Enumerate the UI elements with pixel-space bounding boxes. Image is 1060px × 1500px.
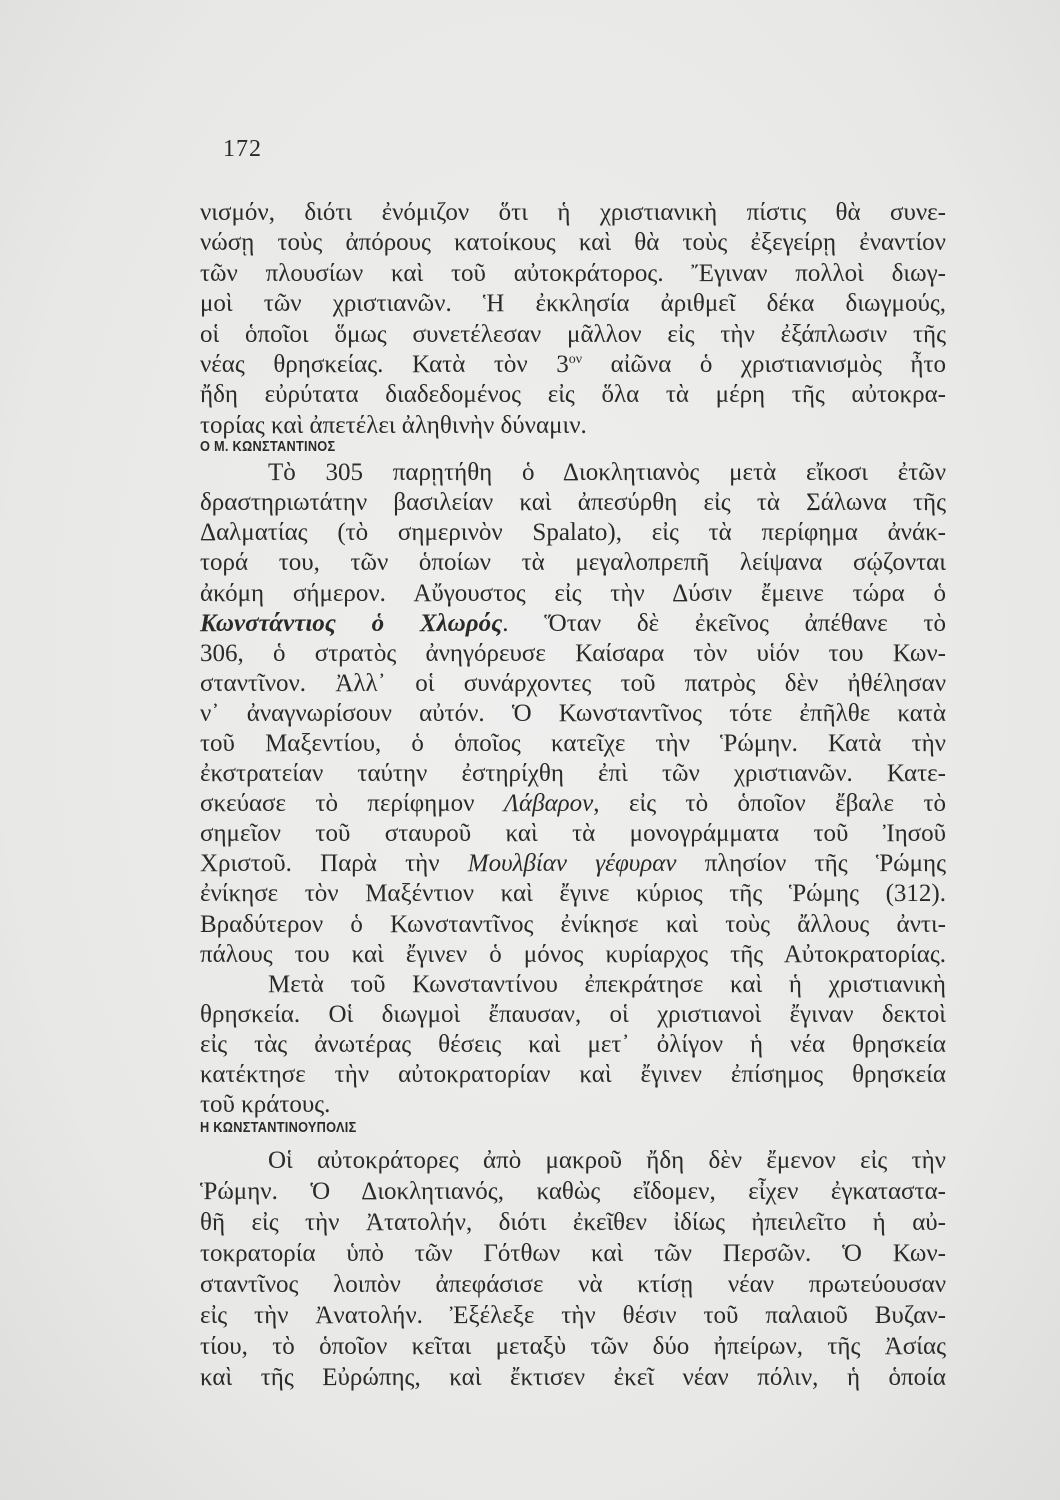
text-segment: καὶ τῆς Εὐρώπης, καὶ ἔκτισεν ἐκεῖ νέαν πόλιν, ἡ ὁποία [200, 1364, 946, 1392]
text-segment: τῶν πλουσίων καὶ τοῦ αὐτοκράτορος. Ἔγιναν πολλοὶ διωγ- [200, 259, 946, 287]
text-segment: εἰς τὴν Ἀνατολήν. Ἐξέλεξε τὴν θέσιν τοῦ παλαιοῦ Βυζαν- [200, 1302, 946, 1330]
text-line [200, 1060, 946, 1090]
text-line [200, 1238, 946, 1269]
text-segment: θρησκεία. Οἱ διωγμοὶ ἔπαυσαν, οἱ χριστιανοὶ ἔγιναν δεκτοὶ [200, 1000, 946, 1028]
text-segment: Δαλματίας (τὸ σημερινὸν Spalato), εἰς τὰ περίφημα ἀνάκ- [200, 519, 946, 547]
text-line [200, 259, 946, 289]
text-segment: σημεῖον τοῦ σταυροῦ καὶ τὰ μονογράμματα τοῦ Ἰησοῦ [200, 820, 946, 848]
text-segment: 306, ὁ στρατὸς ἀνηγόρευσε Καίσαρα τὸν υἱόν του Κων- [200, 639, 946, 667]
text-segment: κατέκτησε τὴν αὐτοκρατορίαν καὶ ἔγινεν ἐπίσημος θρησκεία [200, 1061, 946, 1088]
bold-italic-text: Κωνστάντιος ὁ Χλωρός [200, 609, 503, 637]
text-segment: δραστηριωτάτην βασιλείαν καὶ ἀπεσύρθη εἰς τὰ Σάλωνα τῆς [200, 489, 946, 517]
text-line [200, 849, 946, 879]
text-segment: τορά του, τῶν ὁποίων τὰ μεγαλοπρεπῆ λείψανα σῴζονται [200, 549, 946, 577]
text-line [200, 488, 946, 518]
text-segment: νισμόν, διότι ἐνόμιζον ὅτι ἡ χριστιανικὴ πίστις θὰ συνε- [200, 199, 946, 226]
text-line [200, 518, 946, 548]
text-segment: θῆ εἰς τὴν Ἀτατολήν, διότι ἐκεῖθεν ἰδίως ἠπειλεῖτο ἡ αὐ- [200, 1209, 946, 1237]
text-line [200, 1300, 946, 1331]
text-segment: τοῦ Μαξεντίου, ὁ ὁποῖος κατεῖχε τὴν Ῥώμην. Κατὰ τὴν [200, 729, 946, 757]
text-segment: ἀκόμη σήμερον. Αὔγουστος εἰς τὴν Δύσιν ἔμεινε τώρα ὁ [200, 579, 946, 607]
section-heading: Ο Μ. ΚΩΝΣΤΑΝΤΙΝΟΣ [200, 439, 336, 456]
text-line [200, 1176, 946, 1207]
text-line [200, 970, 946, 1000]
text-line [200, 1030, 946, 1060]
text-segment: ἐνίκησε τὸν Μαξέντιον καὶ ἔγινε κύριος τῆς Ῥώμης (312). [200, 880, 946, 908]
text-segment: σκεύασε τὸ περίφημον [200, 790, 504, 818]
text-segment: . Ὅταν δὲ ἐκεῖνος ἀπέθανε τὸ [502, 609, 946, 637]
text-line [200, 458, 946, 488]
paragraph [200, 1145, 946, 1393]
text-segment: , εἰς τὸ ὁποῖον ἔβαλε τὸ [593, 790, 946, 818]
text-segment: Χριστοῦ. Παρὰ τὴν [200, 850, 468, 878]
text-segment: σταντῖνος λοιπὸν ἀπεφάσισε νὰ κτίσῃ νέαν πρωτεύουσαν [200, 1271, 946, 1299]
text-line [200, 228, 946, 258]
text-segment: εἰς τὰς ἀνωτέρας θέσεις καὶ μετ᾽ ὀλίγον ἡ νέα θρησκεία [200, 1030, 946, 1058]
italic-text: Μουλβίαν γέφυραν [467, 850, 677, 878]
text-segment: πάλους του καὶ ἔγινεν ὁ μόνος κυρίαρχος τῆς Αὐτοκρατορίας. [200, 940, 946, 968]
paragraph [200, 458, 946, 970]
text-line [200, 1362, 946, 1393]
text-line [200, 940, 946, 970]
text-line [200, 548, 946, 578]
text-line [200, 579, 946, 609]
text-segment: νέας θρησκείας. Κατὰ τὸν 3 [200, 350, 569, 378]
text-segment: ἤδη εὐρύτατα διαδεδομένος εἰς ὅλα τὰ μέρη τῆς αὐτοκρα- [200, 381, 946, 409]
text-segment: οἱ ὁποῖοι ὅμως συνετέλεσαν μᾶλλον εἰς τὴν ἐξάπλωσιν τῆς [200, 320, 946, 348]
text-segment: τοκρατορία ὑπὸ τῶν Γότθων καὶ τῶν Περσῶν. Ὁ Κων- [200, 1240, 946, 1268]
superscript-text: ον [568, 351, 583, 367]
text-line [200, 910, 946, 940]
page-number: 172 [223, 136, 262, 162]
text-segment: ν᾽ ἀναγνωρίσουν αὐτόν. Ὁ Κωνσταντῖνος τότε ἐπῆλθε κατὰ [200, 699, 946, 727]
page-body [200, 198, 946, 1393]
text-line [200, 669, 946, 699]
text-line [200, 1207, 946, 1238]
text-segment: πλησίον τῆς Ῥώμης [676, 850, 947, 878]
paragraph [200, 970, 946, 1120]
text-line [200, 759, 946, 789]
text-line [200, 380, 946, 410]
text-segment: τίου, τὸ ὁποῖον κεῖται μεταξὺ τῶν δύο ἠπείρων, τῆς Ἀσίας [200, 1333, 946, 1361]
text-line [200, 320, 946, 350]
text-segment: Μετὰ τοῦ Κωνσταντίνου ἐπεκράτησε καὶ ἡ χριστιανικὴ [268, 970, 946, 998]
section-heading: Η ΚΩΝΣΤΑΝΤΙΝΟΥΠΟΛΙΣ [200, 1120, 357, 1137]
text-line [200, 1145, 946, 1176]
text-segment: Τὸ 305 παρῃτήθη ὁ Διοκλητιανὸς μετὰ εἴκοσι ἐτῶν [268, 459, 946, 487]
text-line [200, 1090, 946, 1120]
text-segment: τορίας καὶ ἀπετέλει ἀληθινὴν δύναμιν. [200, 411, 587, 439]
italic-text: Λάβαρον [503, 790, 594, 818]
text-segment: Βραδύτερον ὁ Κωνσταντῖνος ἐνίκησε καὶ τοὺς ἄλλους ἀντι- [200, 910, 946, 938]
text-line [200, 350, 946, 380]
text-segment: μοὶ τῶν χριστιανῶν. Ἡ ἐκκλησία ἀριθμεῖ δέκα διωγμούς, [200, 290, 946, 318]
text-segment: σταντῖνον. Ἀλλ᾽ οἱ συνάρχοντες τοῦ πατρὸς δὲν ἠθέλησαν [200, 669, 946, 697]
text-line [200, 289, 946, 319]
text-line [200, 879, 946, 909]
text-segment: ἐκστρατείαν ταύτην ἐστηρίχθη ἐπὶ τῶν χριστιανῶν. Κατε- [200, 760, 946, 788]
text-segment: αἰῶνα ὁ χριστιανισμὸς ἦτο [582, 350, 946, 378]
text-line [200, 609, 946, 639]
text-segment: νώσῃ τοὺς ἀπόρους κατοίκους καὶ θὰ τοὺς ἐξεγείρῃ ἐναντίον [200, 229, 946, 257]
text-line [200, 1269, 946, 1300]
text-segment: Ῥώμην. Ὁ Διοκλητιανός, καθὼς εἴδομεν, εἶχεν ἐγκαταστα- [200, 1178, 946, 1206]
text-line [200, 819, 946, 849]
text-line [200, 1000, 946, 1030]
text-line [200, 639, 946, 669]
text-line [200, 1331, 946, 1362]
text-line [200, 789, 946, 819]
text-line [200, 699, 946, 729]
text-segment: Οἱ αὐτοκράτορες ἀπὸ μακροῦ ἤδη δὲν ἔμενον εἰς τὴν [268, 1147, 946, 1175]
text-segment: τοῦ κράτους. [200, 1091, 331, 1119]
text-line [200, 729, 946, 759]
text-line [200, 198, 946, 228]
paragraph [200, 198, 946, 441]
